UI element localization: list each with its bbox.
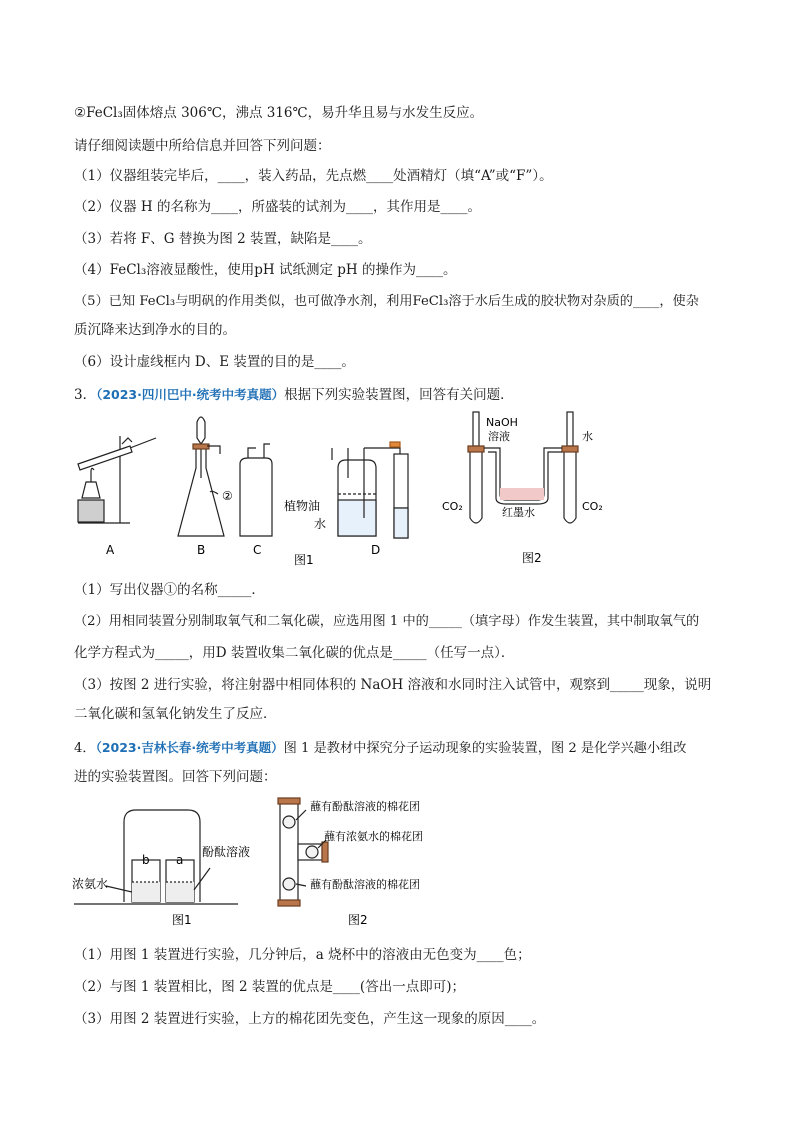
- label-D: D: [371, 543, 381, 557]
- question-3-part-2-cont: 化学方程式为_____，用D 装置收集二氧化碳的优点是_____（任写一点）．: [74, 645, 515, 661]
- question-4-part-3: （3）用图 2 装置进行实验，上方的棉花团先变色，产生这一现象的原因____。: [74, 1011, 546, 1027]
- label-middle-cotton: 蘸有浓氨水的棉花团: [324, 830, 423, 843]
- label-co2-right: CO₂: [582, 500, 603, 513]
- question-2-part-6: （6）设计虚线框内 D、E 装置的目的是____。: [74, 354, 355, 370]
- question-text: 图 1 是教材中探究分子运动现象的实验装置，图 2 是化学兴趣小组改: [283, 741, 687, 756]
- label-co2-left: CO₂: [442, 500, 463, 513]
- question-2-part-1: （1）仪器组装完毕后，____，装入药品，先点燃____处酒精灯（填“A”或“F”）。: [74, 168, 553, 184]
- label-phenolphthalein: 酚酞溶液: [202, 845, 251, 859]
- label-bottom-cotton: 蘸有酚酞溶液的棉花团: [310, 878, 420, 891]
- question-2-part-4: （4）FeCl₃溶液显酸性，使用pH 试纸测定 pH 的操作为____。: [74, 262, 457, 278]
- q3-figure-1-caption: 图1: [294, 553, 314, 567]
- question-4-stem: [74, 739, 686, 758]
- label-instrument-2: ②: [222, 489, 233, 503]
- q3-figure-1: [70, 408, 430, 568]
- q4-figure-1-caption: 图1: [172, 913, 192, 927]
- label-water: 水: [314, 517, 327, 531]
- question-2-part-5-cont: 质沉降来达到净水的目的。: [74, 322, 236, 338]
- q4-figure-2: [270, 790, 450, 930]
- question-4-part-2: （2）与图 1 装置相比，图 2 装置的优点是____(答出一点即可)；: [74, 979, 465, 995]
- label-A: A: [106, 543, 115, 557]
- question-3-part-2: （2）用相同装置分别制取氧气和二氧化碳，应选用图 1 中的_____（填字母）作发生装置，其中制取氧气的: [74, 614, 700, 629]
- text-line: ②FeCl₃固体熔点 306℃，沸点 316℃，易升华且易与水发生反应。: [74, 105, 484, 121]
- label-top-cotton: 蘸有酚酞溶液的棉花团: [310, 800, 420, 813]
- question-3-part-3: （3）按图 2 进行实验，将注射器中相同体积的 NaOH 溶液和水同时注入试管中，观察到_____现象，说明: [74, 677, 712, 693]
- label-a: a: [176, 853, 184, 867]
- q4-figure-1: [70, 798, 270, 930]
- question-4-part-1: （1）用图 1 装置进行实验，几分钟后，a 烧杯中的溶液由无色变为____色；: [74, 947, 531, 963]
- label-ammonia: 浓氨水: [72, 877, 109, 891]
- label-C: C: [253, 543, 262, 557]
- label-water-syringe: 水: [582, 430, 593, 443]
- question-3-part-3-cont: 二氧化碳和氢氧化钠发生了反应．: [74, 706, 277, 722]
- label-solution: 溶液: [488, 430, 510, 443]
- label-red-ink: 红墨水: [502, 506, 535, 519]
- question-2-part-3: （3）若将 F、G 替换为图 2 装置，缺陷是____。: [74, 231, 372, 247]
- question-4-stem-cont: 进的实验装置图。回答下列问题：: [74, 769, 277, 785]
- question-text: 根据下列实验装置图，回答有关问题．: [284, 387, 514, 403]
- label-B: B: [197, 543, 206, 557]
- label-b: b: [142, 853, 150, 867]
- question-source: （2023·吉林长春·统考中考真题）: [95, 740, 284, 755]
- question-source: （2023·四川巴中·统考中考真题）: [96, 387, 285, 402]
- text-line: 请仔细阅读题中所给信息并回答下列问题：: [74, 138, 331, 154]
- q3-figure-2: [440, 410, 620, 570]
- label-vegetable-oil: 植物油: [284, 499, 321, 513]
- question-3-part-1: （1）写出仪器①的名称_____．: [74, 582, 265, 598]
- label-naoh: NaOH: [486, 416, 518, 429]
- question-2-part-5: （5）已知 FeCl₃与明矾的作用类似，也可做净水剂，利用FeCl₃溶于水后生成的胶状物对杂质的____，使杂: [74, 294, 699, 309]
- question-2-part-2: （2）仪器 H 的名称为____，所盛装的试剂为____，其作用是____。: [74, 199, 481, 215]
- q4-figure-2-caption: 图2: [348, 913, 368, 927]
- question-3-stem: [74, 386, 514, 404]
- q3-figure-2-caption: 图2: [522, 551, 542, 565]
- question-number: 3．: [74, 387, 97, 403]
- question-number: 4．: [74, 741, 96, 756]
